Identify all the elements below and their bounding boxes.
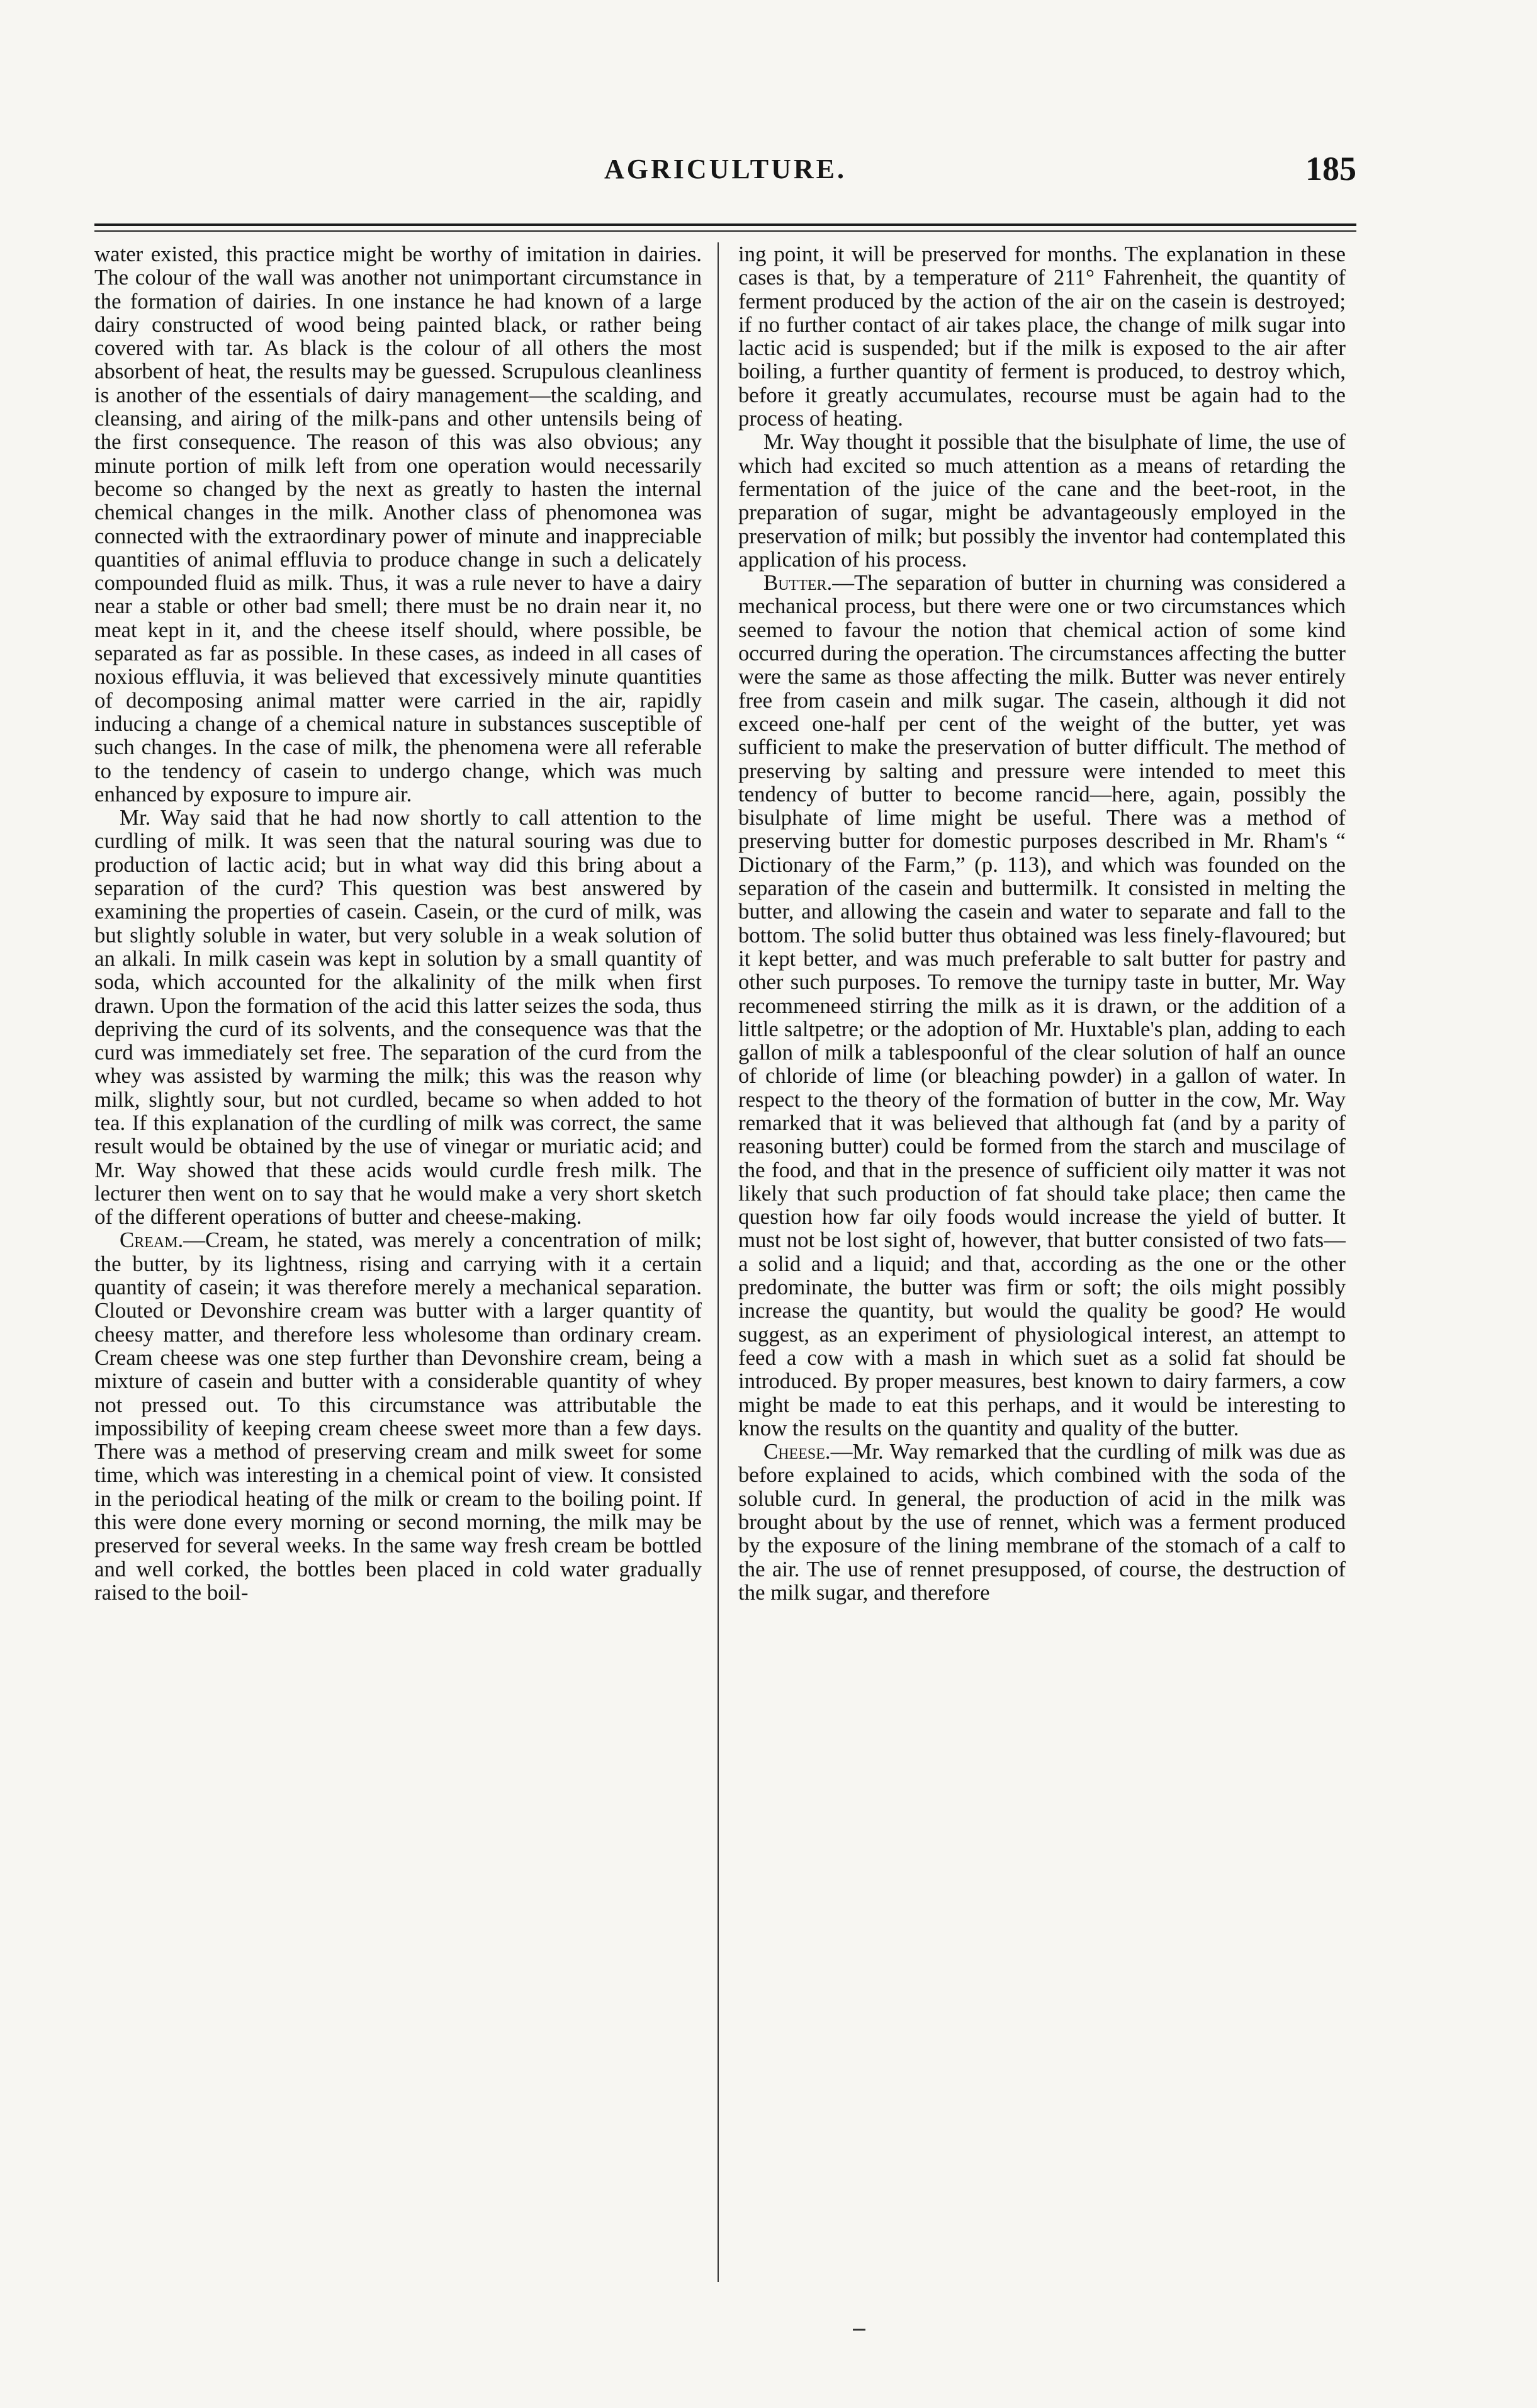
paragraph-text: —Mr. Way remarked that the curdling of milk was due as before explained to acids, which combined with the soda of the soluble curd. In general, the production of acid in the milk was brought about by the use of rennet, which was a ferment produced by the exposure of the lining membrane of the stomach of a calf to the air. The use of rennet presupposed, of course, the destruction of the milk sugar, and therefore — [738, 1439, 1346, 1605]
paragraph-butter — [738, 571, 1346, 1440]
right-column — [738, 242, 1346, 2285]
header-rule-thick — [94, 223, 1356, 226]
paragraph-cream — [94, 1228, 702, 1604]
paragraph-text: —The separation of butter in churning was considered a mechanical process, but there were one or two circumstances which seemed to favour the notion that chemical action of some kind occurred during the operation. The circumstances affecting the butter were the same as those affecting the milk. Butter was never entirely free from casein and milk sugar. The casein, although it did not exceed one-half per cent of the weight of the butter, yet was sufficient to make the preservation of butter difficult. The method of preserving by salting and pressure were intended to meet this tendency of butter to become rancid—here, again, possibly the bisulphate of lime might be useful. There was a method of preserving butter for domestic purposes described in Mr. Rham's “ Dictionary of the Farm,” (p. 113), and which was founded on the separation of the casein and buttermilk. It consisted in melting the butter, and allowing the casein and water to separate and fall to the bottom. The solid butter thus obtained was less finely-flavoured; but it kept better, and was much preferable to salt butter for pastry and other such purposes. To remove the turnipy taste in butter, Mr. Way recommeneed stirring the milk as it is drawn, or the addition of a little saltpetre; or the adoption of Mr. Huxtable's plan, adding to each gallon of milk a tablespoonful of the clear solution of half an ounce of chloride of lime (or bleaching powder) in a gallon of water. In respect to the theory of the formation of butter in the cow, Mr. Way remarked that it was believed that although fat (and by a parity of reasoning butter) could be formed from the starch and muscilage of the food, and that in the presence of sufficient oily matter it was not likely that such production of fat should take place; then came the question how far oily foods would increase the yield of butter. It must not be lost sight of, however, that butter consisted of two fats—a solid and a liquid; and that, according as the one or the other predominate, the butter was firm or soft; the oils might possibly increase the quantity, but would the quality be good? He would suggest, as an experiment of physiological interest, an attempt to feed a cow with a mash in which suet as a solid fat should be introduced. By proper measures, best known to dairy farmers, a cow might be made to eat this perhaps, and it would be interesting to know the results on the quantity and quality of the butter. — [738, 570, 1346, 1440]
section-head-cream: Cream. — [120, 1228, 184, 1253]
page-header — [94, 148, 1356, 205]
footer-mark — [853, 2329, 865, 2331]
paragraph: Mr. Way thought it possible that the bisulphate of lime, the use of which had excited so much attention as a means of retarding the fermentation of the juice of the cane and the beet-root, in the preparation of sugar, might be advantageously employed in the preservation of milk; but possibly the inventor had contemplated this application of his process. — [738, 429, 1346, 572]
left-column — [94, 242, 702, 2285]
paragraph: Mr. Way said that he had now shortly to call attention to the curdling of milk. It was seen that the natural souring was due to production of lactic acid; but in what way did this bring about a separation of the curd? This question was best answered by examining the properties of casein. Casein, or the curd of milk, was but slightly soluble in water, but very soluble in a weak solution of an alkali. In milk casein was kept in solution by a small quantity of soda, which accounted for the alkalinity of the milk when first drawn. Upon the formation of the acid this latter seizes the soda, thus depriving the curd of its solvents, and the consequence was that the curd was immediately set free. The separation of the curd from the whey was assisted by warming the milk; this was the reason why milk, slightly sour, but not curdled, became so when added to hot tea. If this explanation of the curdling of milk was correct, the same result would be obtained by the use of vinegar or muriatic acid; and Mr. Way showed that these acids would curdle fresh milk. The lecturer then went on to say that he would make a very short sketch of the different operations of butter and cheese-making. — [94, 805, 702, 1229]
section-head-cheese: Cheese. — [763, 1439, 831, 1464]
paragraph: ing point, it will be preserved for months. The explanation in these cases is that, by a temperature of 211° Fahrenheit, the quantity of ferment produced by the action of the air on the casein is destroyed; if no further contact of air takes place, the change of milk sugar into lactic acid is suspended; but if the milk is exposed to the air after boiling, a further quantity of ferment is produced, to destroy which, before it greatly accumulates, recourse must be again had to the process of heating. — [738, 242, 1346, 431]
column-divider — [718, 242, 719, 2282]
paragraph-text: —Cream, he stated, was merely a concentration of milk; the butter, by its lightness, rising and carrying with it a certain quantity of casein; it was therefore merely a mechanical separation. Clouted or Devonshire cream was butter with a larger quantity of cheesy matter, and therefore less wholesome than ordinary cream. Cream cheese was one step further than Devonshire cream, being a mixture of casein and butter with a considerable quantity of whey not pressed out. To this circumstance was attributable the impossibility of keeping cream cheese sweet more than a few days. There was a method of preserving cream and milk sweet for some time, which was interesting in a chemical point of view. It consisted in the periodical heating of the milk or cream to the boiling point. If this were done every morning or second morning, the milk may be preserved for several weeks. In the same way fresh cream be bottled and well corked, the bottles been placed in cold water gradually raised to the boil- — [94, 1228, 702, 1605]
paragraph: water existed, this practice might be worthy of imitation in dairies. The colour of the wall was another not unimportant circumstance in the formation of dairies. In one instance he had known of a large dairy constructed of wood being painted black, or rather being covered with tar. As black is the colour of all others the most absorbent of heat, the results may be guessed. Scrupulous cleanliness is another of the essentials of dairy management—the scalding, and cleansing, and airing of the milk-pans and other untensils being of the first consequence. The reason of this was also obvious; any minute portion of milk left from one operation would necessarily become so changed by the next as greatly to hasten the internal chemical changes in the milk. Another class of phenomonea was connected with the extraordinary power of minute and inappreciable quantities of animal effluvia to produce change in such a delicately compounded fluid as milk. Thus, it was a rule never to have a dairy near a stable or other bad smell; there must be no drain near it, no meat kept in it, and the cheese itself should, where possible, be separated as far as possible. In these cases, as indeed in all cases of noxious effluvia, it was believed that excessively minute quantities of decomposing animal matter were carried in the air, rapidly inducing a change of a chemical nature in substances susceptible of such changes. In the case of milk, the phenomena were all referable to the tendency of casein to undergo change, which was much enhanced by exposure to impure air. — [94, 242, 702, 806]
running-head: AGRICULTURE. — [604, 154, 847, 184]
page-number: 185 — [1305, 150, 1356, 188]
paragraph-cheese — [738, 1440, 1346, 1604]
section-head-butter: Butter. — [763, 570, 833, 596]
header-rule-thin — [94, 230, 1356, 232]
